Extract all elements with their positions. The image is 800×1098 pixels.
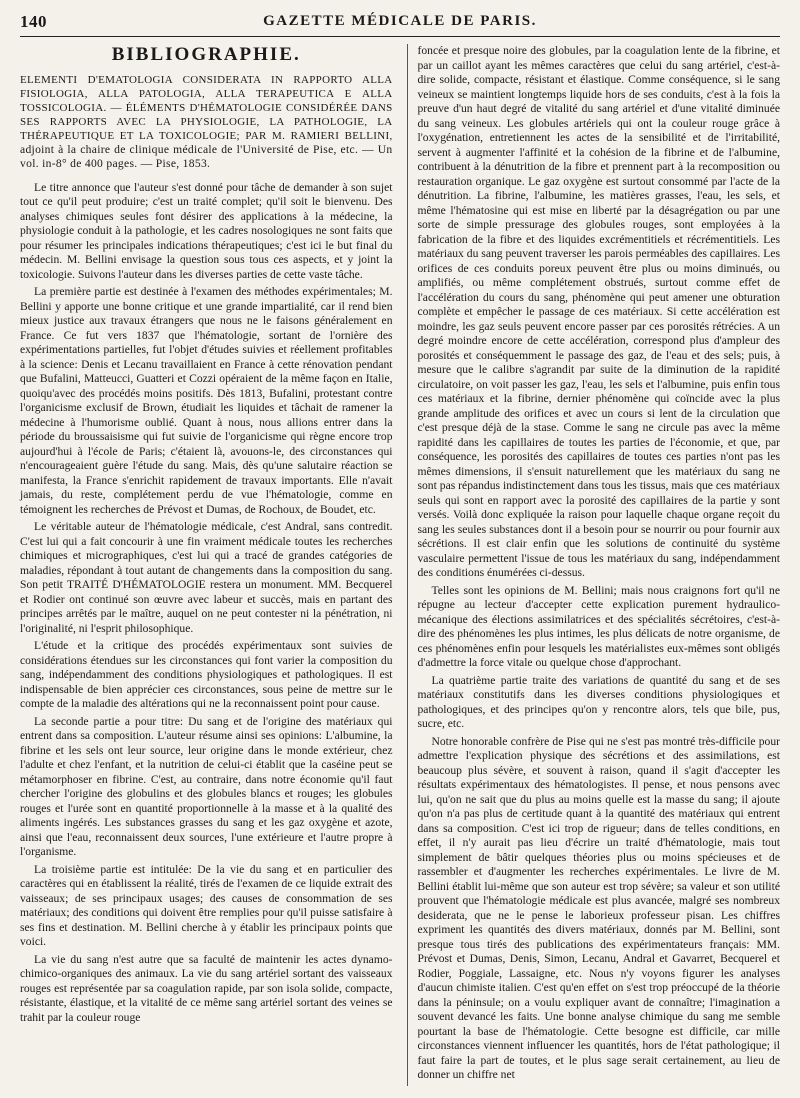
paragraph: La première partie est destinée à l'examen des méthodes expérimentales; M. Bellini y apporte une bonne critique et une grande impartialité, car il rend bien mieux justice aux travaux étrangers que nous ne le faisons généralement en France. Ce fut vers 1837 que l'hématologie, sortant de l'ornière des expérimentations partielles, fut l'objet d'études suivies et réellement profitables à la science: Denis et Lecanu travaillaient en France à cette rénovation pendant que Bufalini, Matteucci, Guatteri et Cozzi opéraient de la même façon en Italie, quoiqu'avec des procédés moins positifs. Dès 1813, Bufalini, protestant contre l'organicisme exclusif de Brown, étudiait les liquides et tâchait de ramener la médecine à l'humorisme oublié. Quant à nous, nous allions entrer dans la période du broussaisisme qui fut suivie de l'organicisme qui règne encore trop aujourd'hui à l'école de Paris; c'étaient là, avouons-le, des circonstances qui n'encourageaient guère l'étude du sang. Mais, dès qu'une salutaire réaction se manifesta, la France s'enrichit rapidement de travaux importants. Elle n'avait jamais, du reste, complétement perdu de vue l'hématologie, comme en témoignent les recherches de Prévost et Dumas, de Rochoux, de Boudet, etc. bbox=[20, 285, 393, 516]
left-column bbox=[20, 44, 393, 1086]
paragraph: L'étude et la critique des procédés expérimentaux sont suivies de considérations étendues sur les circonstances qui font varier la composition du sang, indépendamment des conditions physiologiques et pathologiques. Il est indispensable de bien apprécier ces circonstances, sous peine de mettre sur le compte de la maladie des altérations qui ne la reconnaissent point pour cause. bbox=[20, 639, 393, 710]
book-entry-details: adjoint à la chaire de clinique médicale de l'Université de Pise, etc. — Un vol. in-8° de 400 pages. — Pise, 1853. bbox=[20, 142, 393, 170]
right-column bbox=[407, 44, 781, 1086]
paragraph: Le titre annonce que l'auteur s'est donné pour tâche de demander à son sujet tout ce qu'il peut produire; c'est un traité complet; qu'il soit le bienvenu. Des analyses chimiques seules font désirer des applications à la médecine, la physiologie conduit à la pathologie, et les cadres nosologiques ne sont faits que pour résumer les principales indications thérapeutiques; c'est ici le but final du médecin. M. Bellini envisage la question sous tous ces aspects, et y joint la toxicologie. Suivons l'auteur dans les diverses parties de cette vaste tâche. bbox=[20, 180, 393, 281]
book-entry-title: ELEMENTI D'EMATOLOGIA CONSIDERATA IN RAPPORTO ALLA FISIOLOGIA, ALLA PATOLOGIA, ALLA TERAPEUTICA E ALLA TOSSICOLOGIA. — ÉLÉMENTS D'HÉMATOLOGIE CONSIDÉRÉE DANS SES RAPPORTS AVEC LA PHYSIOLOGIE, LA PATHOLOGIE, LA THÉRAPEUTIQUE ET LA TOXICOLOGIE; PAR M. RAMIERI BELLINI, bbox=[20, 73, 393, 142]
section-title: BIBLIOGRAPHIE. bbox=[111, 44, 301, 65]
paragraph: La vie du sang n'est autre que sa faculté de maintenir les actes dynamo-chimico-organiques des animaux. La vie du sang artériel sortant des vaisseaux rouges est représentée par sa coagulation rapide, par son isola solide, compacte, résistante, élastique, et la vitalité de ce même sang artériel sortant des veines se trahit par la couleur rouge bbox=[20, 952, 393, 1024]
journal-title: GAZETTE MÉDICALE DE PARIS. bbox=[263, 13, 537, 29]
article-columns bbox=[20, 44, 780, 1086]
paragraph: La seconde partie a pour titre: Du sang et de l'origine des matériaux qui entrent dans sa composition. L'auteur résume ainsi ses opinions: L'albumine, la fibrine et les sels ont leur source, leur origine dans le monde extérieur, chez l'adulte et chez l'enfant, et la nutrition de celui-ci établit que la caséine peut se métamorphoser en fibrine. C'est, au contraire, dans notre économie qu'il faut chercher l'origine des globulins et des globules blancs et rouges; les globules rouges et l'urée sont en quantité proportionnelle à la masse et à la qualité des aliments ingérés. Les substances grasses du sang et les gaz oxygène et azote, ainsi que l'eau, reconnaissent deux sources, l'une extérieure et l'autre propre à l'organisme. bbox=[20, 714, 393, 858]
paragraph: La quatrième partie traite des variations de quantité du sang et de ses matériaux constitutifs dans les diverses conditions physiologiques et pathologiques, et des principes qu'on y rencontre alors, tels que bile, pus, sucre, etc. bbox=[417, 673, 780, 730]
page-number: 140 bbox=[20, 12, 47, 31]
paragraph: Telles sont les opinions de M. Bellini; mais nous craignons fort qu'il ne répugne au lecteur d'accepter cette explication purement hydraulico-mécanique des élections assimilatrices et des spécialités sécrétoires, c'est-à-dire des phénomènes les plus intimes, les plus délicats de notre organisme, de ces phénomènes enfin pour lesquels les matérialistes eux-mêmes sont obligés d'admettre la force vitale ou quelque chose d'approchant. bbox=[417, 583, 780, 669]
book-entry bbox=[20, 73, 393, 171]
paragraph: La troisième partie est intitulée: De la vie du sang et en particulier des caractères qui en établissent la réalité, tirés de l'examen de ce liquide extrait des vaisseaux; de ses principaux usages; des causes de consommation de ses matériaux; des conditions qui doivent être remplies pour qu'il puisse satisfaire à ses fins et destination. M. Bellini cherche à y établir les principaux points que voici. bbox=[20, 862, 393, 948]
page-header bbox=[20, 10, 780, 37]
paragraph: Le véritable auteur de l'hématologie médicale, c'est Andral, sans contredit. C'est lui qui a fait concourir à une fin vraiment médicale toutes les recherches chimiques et micrographiques, c'est lui qui a tracé de grandes catégories de maladies, répondant à tout autant de changements dans la composition du sang. Son petit TRAITÉ D'HÉMATOLOGIE restera un monument. MM. Becquerel et Rodier ont continué son œuvre avec labeur et succès, mais en partant des principes arrêtés par le maître, auquel on ne peut contester ni la pénétration, ni l'originalité, ni l'esprit philosophique. bbox=[20, 520, 393, 635]
paragraph: Notre honorable confrère de Pise qui ne s'est pas montré très-difficile pour admettre l'explication physique des sécrétions et des assimilations, est beaucoup plus sévère, et souvent à raison, quand il s'agit d'accepter les résultats expérimentaux des hématologistes. Il pense, et nous pensons avec lui, qu'on ne sait que du plus au moins quelle est la masse du sang; il ajoute qu'on n'a pas plus de certitude quant à la quantité des matériaux qui entrent dans sa composition. C'est ici trop de rigueur; dans de telles conditions, en effet, il n'y aurait pas lieu d'écrire un traité d'hématologie, mais tout simplement de bâtir quelques théories plus ou moins spécieuses et de rassembler et d'augmenter les recherches expérimentales. Le livre de M. Bellini établit lui-même que son auteur est trop sévère; sa valeur et son utilité prouvent que l'hématologie médicale est plus avancée, malgré ses nombreux desiderata, que ne le pense le laborieux professeur pisan. Les chiffres expriment les quantités des divers matériaux, donnés par M. Bellini, sont presque tous tirés des publications des expérimentateurs français: MM. Prévost et Dumas, Denis, Simon, Lecanu, Andral et Gavarret, Becquerel et Rodier, Poggiale, Lassaigne, etc. Nous n'y voyons figurer les analyses d'aucun chimiste italien. C'est qu'en effet on s'est trop préoccupé de la théorie dans la péninsule; on a voulu expliquer avant de connaître; l'imagination a souvent devancé les faits. Une bonne analyse chimique du sang me semble pourtant la base de l'hématologie. Cette besogne est difficile, car mille circonstances viennent influencer les quantités, hors de l'état pathologique; il faut faire la part de toutes, et le plus sage serait certainement, au lieu de donner un chiffre net bbox=[417, 734, 780, 1081]
paragraph: foncée et presque noire des globules, par la coagulation lente de la fibrine, et par un caillot ayant les mêmes caractères que celui du sang artériel, c'est-à-dire solide, compacte, résistant et élastique. Comme conséquence, si le sang veineux se maintient longtemps liquide hors de ses conduits, c'est à la fois la preuve d'un haut degré de vitalité du sang artériel et d'une vitalité diminuée du sang veineux. Les globules artériels qui ont la couleur rouge grâce à l'oxygénation, entretiennent les actes de la sensibilité et de l'irritabilité, servent à augmenter l'affinité et la cohésion de la fibrine et de l'albumine, contribuent à la dénutrition de la fibre et prennent part à la recomposition ou restauration organique. Le gaz oxygène est surtout consommé par l'acte de la dénutrition. La fibrine, l'albumine, les matières grasses, l'eau, les sels, et même l'hématosine qui est mise en liberté par la désagrégation ou par une sorte de simple pressurage des globules rouges, sont employées à la fabrication de la fibre et des liquides excrémentitiels et récrémentitiels. Les matériaux du sang peuvent traverser les parois perméables des capillaires. Les orifices de ces conduits poreux peuvent être plus ou moins diminués, ou amplifiés, ou même complétement obstrués, surtout comme effet de l'accélération du cours du sang, phénomène qui peut amener une obturation complète et empêcher le passage de ces matériaux. Si cette accélération est moindre, les gaz seuls peuvent encore passer par ces porosités rétrécies. A un degré moindre encore de cette accélération, correspond plus d'ampleur des porosités et conséquemment le passage des gaz, de l'eau et des sels; puis, à mesure que le calibre s'agrandit par suite de la diminution de la rapidité circulatoire, on voit passer les gaz, l'eau, les sels et l'albumine, puis enfin tous ces matériaux et la fibrine, dernier phénomène qui coïncide avec la plus grande amplitude des orifices et avec un cours si lent de la circulation que c'est presque déjà de la stase. Comme le sang ne circule pas avec la même rapidité dans les capillaires de toutes les parties de l'économie, et que, par conséquence, les porosités des capillaires de toutes ces parties n'ont pas les mêmes dimensions, il s'ensuit naturellement que les matériaux du sang ne sont pas répandus indistinctement dans tous les tissus, mais que ces matériaux seuls qui sont en rapport avec la porosité des capillaires de la partie y sont versés. Voilà donc expliquée la raison pour laquelle chaque organe reçoit du sang les seules substances dont il a besoin pour se nourrir ou pour fournir aux sécrétions. Il est clair enfin que les solutions de continuité du système vasculaire permettent l'issue de tous les matériaux du sang, indépendamment des conditions énumérées ci-dessus. bbox=[417, 44, 780, 579]
